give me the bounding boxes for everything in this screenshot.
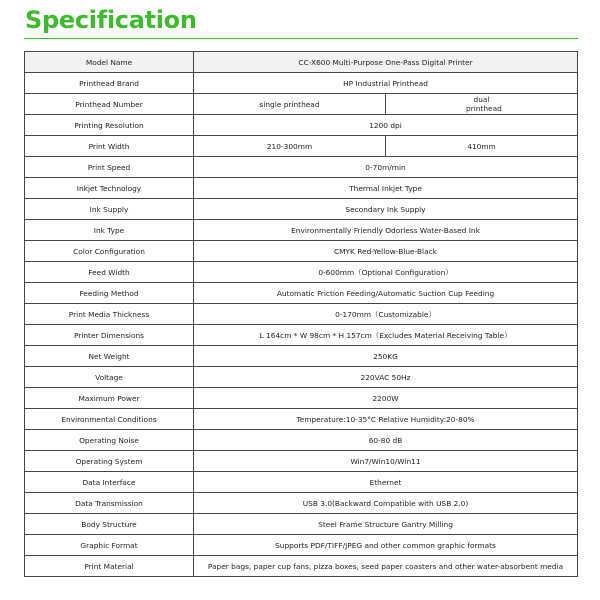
spec-label: Graphic Format [25, 535, 194, 556]
spec-value: Automatic Friction Feeding/Automatic Suction Cup Feeding [194, 283, 578, 304]
spec-label: Feed Width [25, 262, 194, 283]
specification-table-body [25, 52, 578, 577]
spec-value: Secondary Ink Supply [194, 199, 578, 220]
spec-value: Environmentally Friendly Odorless Water-Based Ink [194, 220, 578, 241]
table-row [25, 472, 578, 493]
spec-value: Thermal Inkjet Type [194, 178, 578, 199]
spec-label: Printer Dimensions [25, 325, 194, 346]
spec-label: Ink Type [25, 220, 194, 241]
table-row [25, 535, 578, 556]
table-row [25, 514, 578, 535]
table-row [25, 220, 578, 241]
table-row [25, 157, 578, 178]
spec-label: Printing Resolution [25, 115, 194, 136]
table-row [25, 430, 578, 451]
spec-value: Temperature:10-35°C Relative Humidity:20-80% [194, 409, 578, 430]
spec-label: Environmental Conditions [25, 409, 194, 430]
spec-label: Ink Supply [25, 199, 194, 220]
table-row [25, 115, 578, 136]
spec-label: Data Transmission [25, 493, 194, 514]
spec-label: Color Configuration [25, 241, 194, 262]
table-row [25, 94, 578, 115]
spec-label: Net Weight [25, 346, 194, 367]
specification-table [24, 51, 578, 577]
table-row [25, 556, 578, 577]
spec-value: 250KG [194, 346, 578, 367]
spec-label: Maximum Power [25, 388, 194, 409]
spec-label: Print Width [25, 136, 194, 157]
spec-value: L 164cm * W 98cm * H 157cm（Excludes Material Receiving Table） [194, 325, 578, 346]
table-row [25, 493, 578, 514]
spec-value: 60-80 dB [194, 430, 578, 451]
spec-label: Inkjet Technology [25, 178, 194, 199]
spec-label: Print Media Thickness [25, 304, 194, 325]
spec-value: Win7/Win10/Win11 [194, 451, 578, 472]
spec-value: 0-600mm（Optional Configuration） [194, 262, 578, 283]
table-row [25, 52, 578, 73]
table-row [25, 304, 578, 325]
spec-label: Model Name [25, 52, 194, 73]
spec-value: 220VAC 50Hz [194, 367, 578, 388]
table-row [25, 73, 578, 94]
spec-label: Printhead Brand [25, 73, 194, 94]
spec-label: Body Structure [25, 514, 194, 535]
table-row [25, 388, 578, 409]
spec-label: Data Interface [25, 472, 194, 493]
spec-value: 0-170mm（Customizable） [194, 304, 578, 325]
table-row [25, 241, 578, 262]
spec-label: Operating System [25, 451, 194, 472]
spec-label: Printhead Number [25, 94, 194, 115]
spec-value: Supports PDF/TIFF/JPEG and other common graphic formats [194, 535, 578, 556]
spec-value: 2200W [194, 388, 578, 409]
spec-value: Ethernet [194, 472, 578, 493]
table-row [25, 367, 578, 388]
spec-value: 410mm [386, 136, 578, 157]
spec-value: CC-X600 Multi-Purpose One-Pass Digital Printer [194, 52, 578, 73]
spec-value: HP Industrial Printhead [194, 73, 578, 94]
table-row [25, 409, 578, 430]
spec-value: Paper bags, paper cup fans, pizza boxes, seed paper coasters and other water-absorbent media [194, 556, 578, 577]
spec-value: single printhead [194, 94, 386, 115]
table-row [25, 451, 578, 472]
table-row [25, 283, 578, 304]
spec-value: Steel Frame Structure Gantry Milling [194, 514, 578, 535]
spec-label: Print Material [25, 556, 194, 577]
spec-value: CMYK Red-Yellow-Blue-Black [194, 241, 578, 262]
table-row [25, 346, 578, 367]
spec-value: 210-300mm [194, 136, 386, 157]
table-row [25, 178, 578, 199]
table-row [25, 199, 578, 220]
spec-value: USB 3.0(Backward Compatible with USB 2.0) [194, 493, 578, 514]
table-row [25, 136, 578, 157]
spec-label: Operating Noise [25, 430, 194, 451]
spec-label: Print Speed [25, 157, 194, 178]
table-row [25, 262, 578, 283]
page-title: Specification [25, 6, 197, 34]
spec-label: Feeding Method [25, 283, 194, 304]
spec-label: Voltage [25, 367, 194, 388]
spec-value: 1200 dpi [194, 115, 578, 136]
table-row [25, 325, 578, 346]
spec-value: dual printhead [386, 94, 578, 115]
title-divider [24, 38, 578, 39]
spec-value: 0-70m/min [194, 157, 578, 178]
